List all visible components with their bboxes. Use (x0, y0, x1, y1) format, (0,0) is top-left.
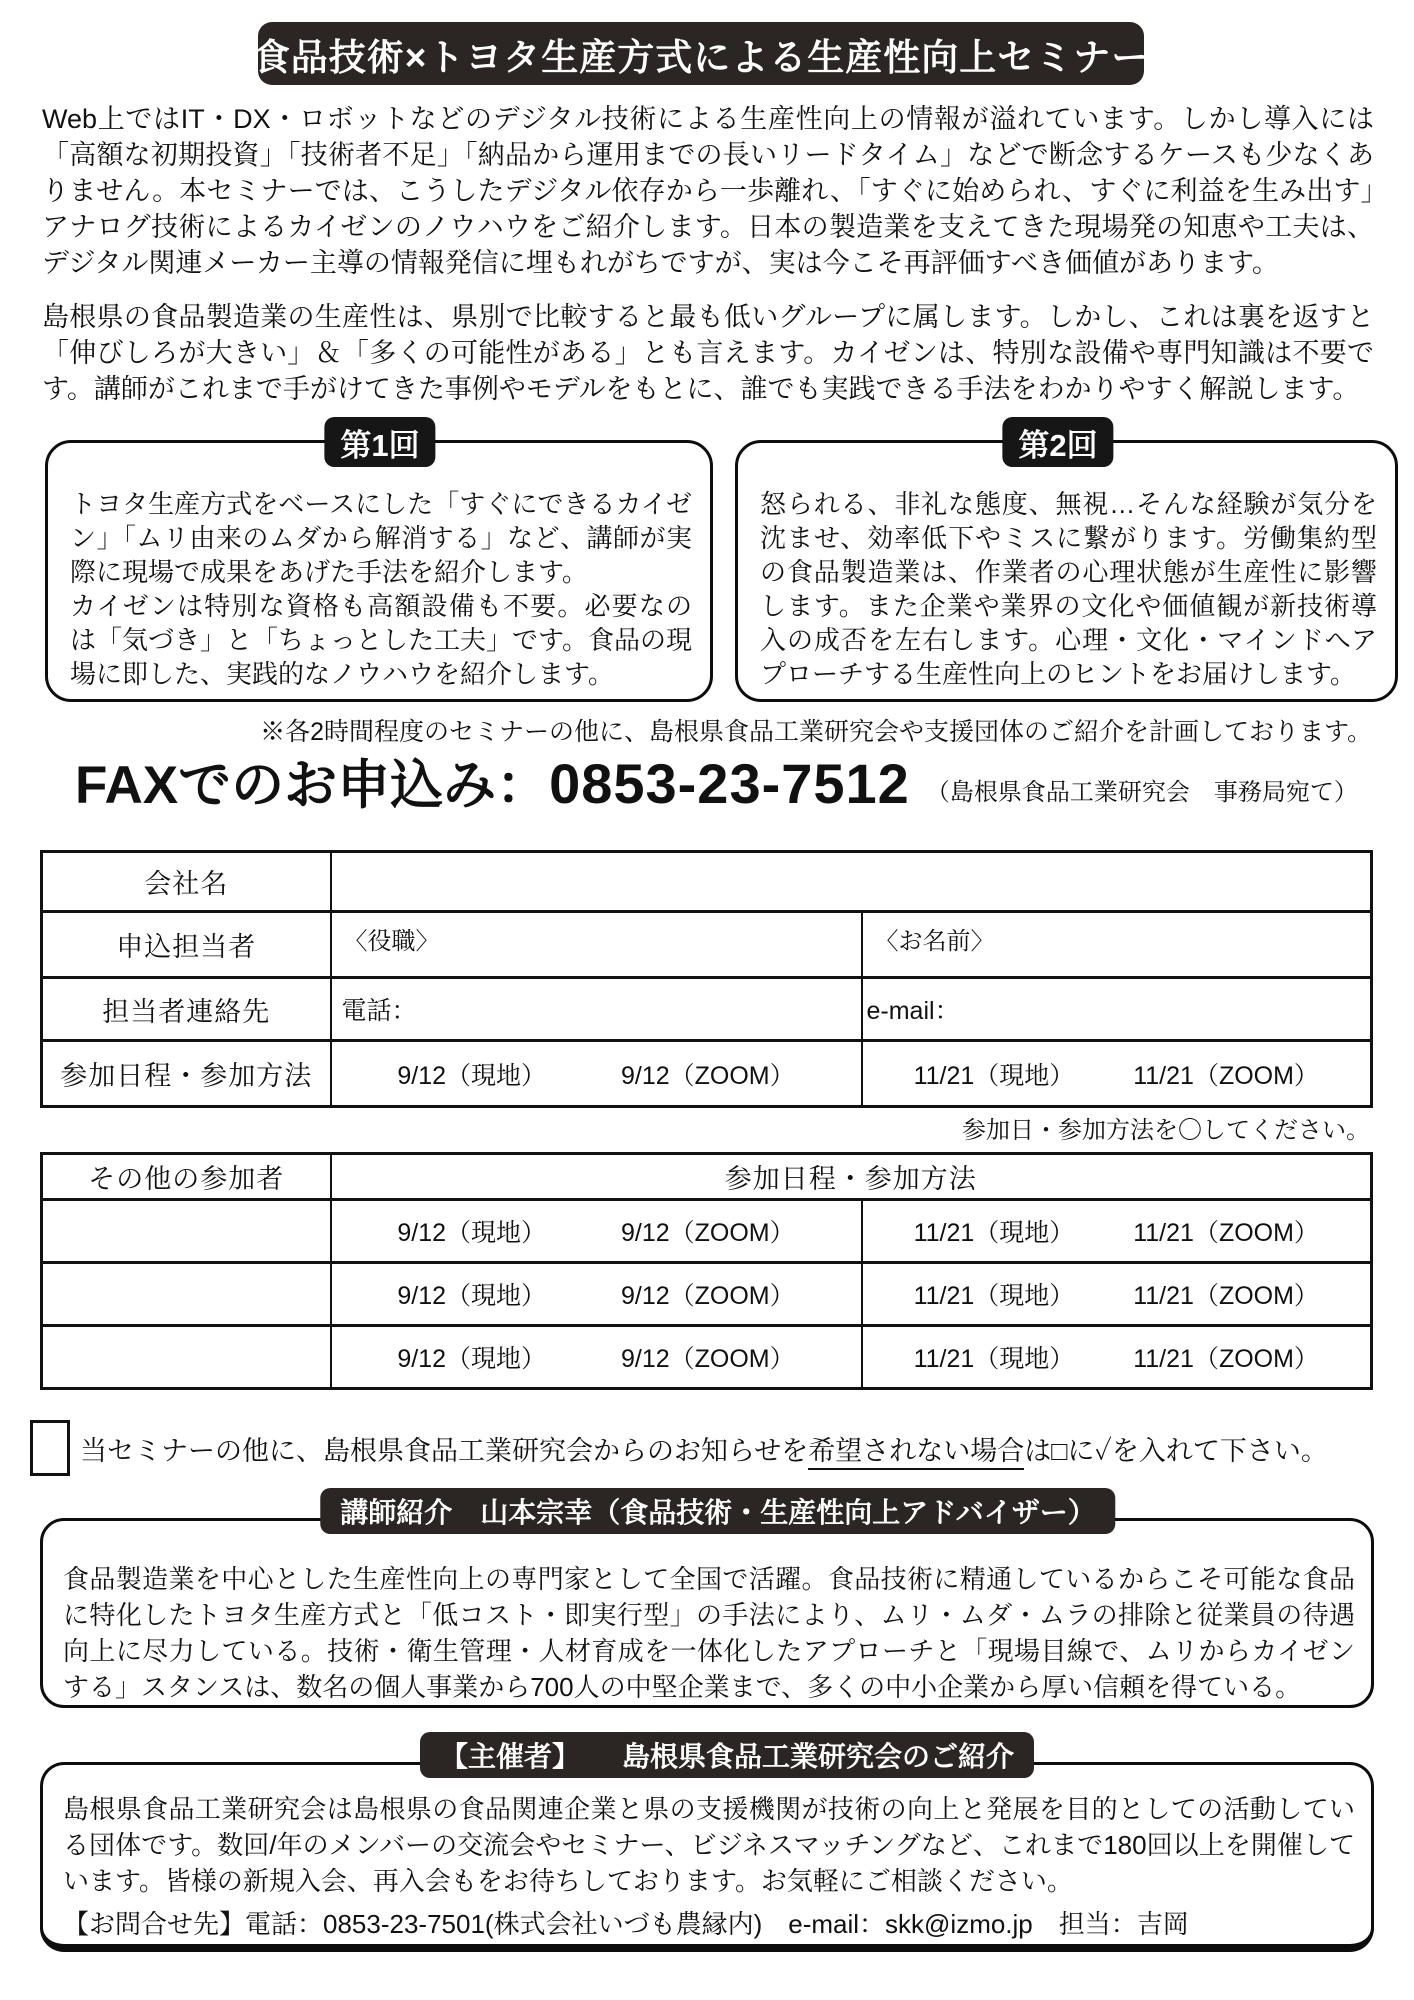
table-header-row (42, 1154, 1372, 1200)
schedule-1121-cell (862, 1041, 1372, 1107)
date-option-912-onsite[interactable]: 9/12（現地） (397, 1061, 547, 1090)
date-option-1121-onsite[interactable]: 11/21（現地） (913, 1282, 1075, 1310)
table-row (42, 1200, 1372, 1263)
participant-3-name-cell[interactable] (42, 1326, 331, 1389)
schedule-header: 参加日程・参加方法 (331, 1154, 1372, 1200)
date-option-912-onsite[interactable]: 9/12（現地） (397, 1345, 547, 1373)
date-option-1121-zoom[interactable]: 11/21（ZOOM） (1133, 1345, 1319, 1373)
session-1-description (48, 443, 710, 691)
session-note: ※各2時間程度のセミナーの他に、島根県食品工業研究会や支援団体のご紹介を計画しております。 (260, 718, 1372, 746)
date-option-912-onsite[interactable]: 9/12（現地） (397, 1282, 547, 1310)
instructor-banner: 講師紹介 山本宗幸（食品技術・生産性向上アドバイザー） (320, 1488, 1115, 1534)
tel-label: 電話： (341, 997, 417, 1025)
contact-label: 担当者連絡先 (42, 978, 331, 1041)
applicant-name-input-cell[interactable] (862, 912, 1372, 978)
schedule-912-cell (331, 1041, 862, 1107)
tel-input-cell[interactable] (331, 978, 862, 1041)
table-row (42, 1041, 1372, 1107)
participant-1-name-cell[interactable] (42, 1200, 331, 1263)
company-name-input-cell[interactable] (331, 852, 1372, 912)
table-row (42, 852, 1372, 912)
participant-3-912-cell (331, 1326, 862, 1389)
fax-apply-label: FAXでのお申込み： (75, 756, 550, 815)
session-1-paragraph-1: トヨタ生産方式をベースにした「すぐにできるカイゼン」「ムリ由来のムダから解消する」など、講師が実際に現場で成果をあげた手法を紹介します。 (70, 489, 692, 587)
page-title-banner (252, 22, 1150, 85)
applicant-label: 申込担当者 (42, 912, 331, 978)
table-row (42, 1326, 1372, 1389)
other-participants-header: その他の参加者 (42, 1154, 331, 1200)
optout-instruction (80, 1429, 1400, 1468)
organizer-description-wrap (43, 1765, 1371, 1942)
optout-text-after: は□に✓を入れて下さい。 (1024, 1436, 1328, 1466)
name-placeholder: 〈お名前〉 (874, 928, 995, 955)
optout-text-before: 当セミナーの他に、島根県食品工業研究会からのお知らせを (80, 1436, 809, 1466)
session-2-description (738, 443, 1395, 691)
instructor-box (40, 1518, 1374, 1708)
intro-paragraph-2: 島根県の食品製造業の生産性は、県別で比較すると最も低いグループに属します。しかし、これは裏を返すと「伸びしろが大きい」＆「多くの可能性がある」とも言えます。カイゼンは、特別な設備や専門知識は不要です。講師がこれまで手がけてきた事例やモデルをもとに、誰でも実践できる手法をわかりやすく解説します。 (42, 302, 1374, 404)
table-row (42, 912, 1372, 978)
session-1-paragraph-2: カイゼンは特別な資格も高額設備も不要。必要なのは「気づき」と「ちょっとした工夫」です。食品の現場に即した、実践的なノウハウを紹介します。 (70, 591, 692, 689)
fax-addressee: （島根県食品工業研究会 事務局宛て） (925, 778, 1358, 806)
participant-2-name-cell[interactable] (42, 1263, 331, 1326)
organizer-box (40, 1762, 1374, 1952)
date-option-912-zoom[interactable]: 9/12（ZOOM） (620, 1061, 795, 1090)
participant-3-1121-cell (862, 1326, 1372, 1389)
date-option-1121-zoom[interactable]: 11/21（ZOOM） (1133, 1061, 1319, 1090)
optout-checkbox[interactable] (30, 1420, 70, 1476)
participant-2-912-cell (331, 1263, 862, 1326)
fax-heading-text (75, 752, 910, 817)
date-option-1121-onsite[interactable]: 11/21（現地） (913, 1345, 1075, 1373)
participant-1-1121-cell (862, 1200, 1372, 1263)
page-title: 食品技術×トヨタ生産方式による生産性向上セミナー (252, 36, 1150, 78)
date-option-912-onsite[interactable]: 9/12（現地） (397, 1219, 547, 1247)
date-option-1121-zoom[interactable]: 11/21（ZOOM） (1133, 1219, 1319, 1247)
instructor-bio: 食品製造業を中心とした生産性向上の専門家として全国で活躍。食品技術に精通しているからこそ可能な食品に特化したトヨタ生産方式と「低コスト・即実行型」の手法により、ムリ・ムダ・ムラの排除と従業員の待遇向上に尽力している。技術・衛生管理・人材育成を一体化したアプローチと「現場目線で、ムリからカイゼンする」スタンスは、数名の個人事業から700人の中堅企業まで、多くの中小企業から厚い信頼を得ている。 (63, 1564, 1355, 1702)
date-option-912-zoom[interactable]: 9/12（ZOOM） (620, 1345, 795, 1373)
table-row (42, 978, 1372, 1041)
date-option-912-zoom[interactable]: 9/12（ZOOM） (620, 1219, 795, 1247)
organizer-contact: 【お問合せ先】電話：0853-23-7501(株式会社いづも農縁内) e-mail：skk@izmo.jp 担当：吉岡 (63, 1909, 1189, 1939)
application-table (40, 850, 1373, 1108)
session-2-label: 第2回 (1002, 417, 1113, 467)
organizer-description: 島根県食品工業研究会は島根県の食品関連企業と県の支援機関が技術の向上と発展を目的としての活動している団体です。数回/年のメンバーの交流会やセミナー、ビジネスマッチングなど、これまで180回以上を開催しています。皆様の新規入会、再入会もをお待ちしております。お気軽にご相談ください。 (63, 1794, 1355, 1896)
applicant-position-input-cell[interactable] (331, 912, 862, 978)
date-option-912-zoom[interactable]: 9/12（ZOOM） (620, 1282, 795, 1310)
circle-instruction-note: 参加日・参加方法を〇してください。 (962, 1117, 1370, 1144)
session-2-box (735, 440, 1398, 702)
session-1-box (45, 440, 713, 702)
table-row (42, 1263, 1372, 1326)
session-1-label: 第1回 (324, 417, 435, 467)
company-name-label: 会社名 (42, 852, 331, 912)
participant-1-912-cell (331, 1200, 862, 1263)
fax-application-heading (75, 752, 1358, 817)
session-2-paragraph-1: 怒られる、非礼な態度、無視…そんな経験が気分を沈ませ、効率低下やミスに繋がります。労働集約型の食品製造業は、作業者の心理状態が生産性に影響します。また企業や業界の文化や価値観が新技術導入の成否を左右します。心理・文化・マインドへアプローチする生産性向上のヒントをお届けします。 (760, 489, 1377, 689)
other-participants-table (40, 1152, 1373, 1390)
optout-text-underlined: 希望されない場合 (808, 1436, 1024, 1470)
participant-2-1121-cell (862, 1263, 1372, 1326)
schedule-label: 参加日程・参加方法 (42, 1041, 331, 1107)
fax-number: 0853-23-7512 (549, 752, 910, 815)
date-option-1121-onsite[interactable]: 11/21（現地） (913, 1219, 1075, 1247)
email-input-cell[interactable] (862, 978, 1372, 1041)
organizer-banner: 【主催者】 島根県食品工業研究会のご紹介 (420, 1732, 1034, 1778)
intro-paragraph-1: Web上ではIT・DX・ロボットなどのデジタル技術による生産性向上の情報が溢れています。しかし導入には「高額な初期投資」「技術者不足」「納品から運用までの長いリードタイム」などで断念するケースも少なくありません。本セミナーでは、こうしたデジタル依存から一歩離れ、「すぐに始められ、すぐに利益を生み出す」アナログ技術によるカイゼンのノウハウをご紹介します。日本の製造業を支えてきた現場発の知恵や工夫は、デジタル関連メーカー主導の情報発信に埋もれがちですが、実は今こそ再評価すべき価値があります。 (42, 104, 1374, 278)
date-option-1121-onsite[interactable]: 11/21（現地） (913, 1061, 1075, 1090)
date-option-1121-zoom[interactable]: 11/21（ZOOM） (1133, 1282, 1319, 1310)
email-label: e-mail： (866, 997, 960, 1025)
position-placeholder: 〈役職〉 (343, 928, 440, 955)
